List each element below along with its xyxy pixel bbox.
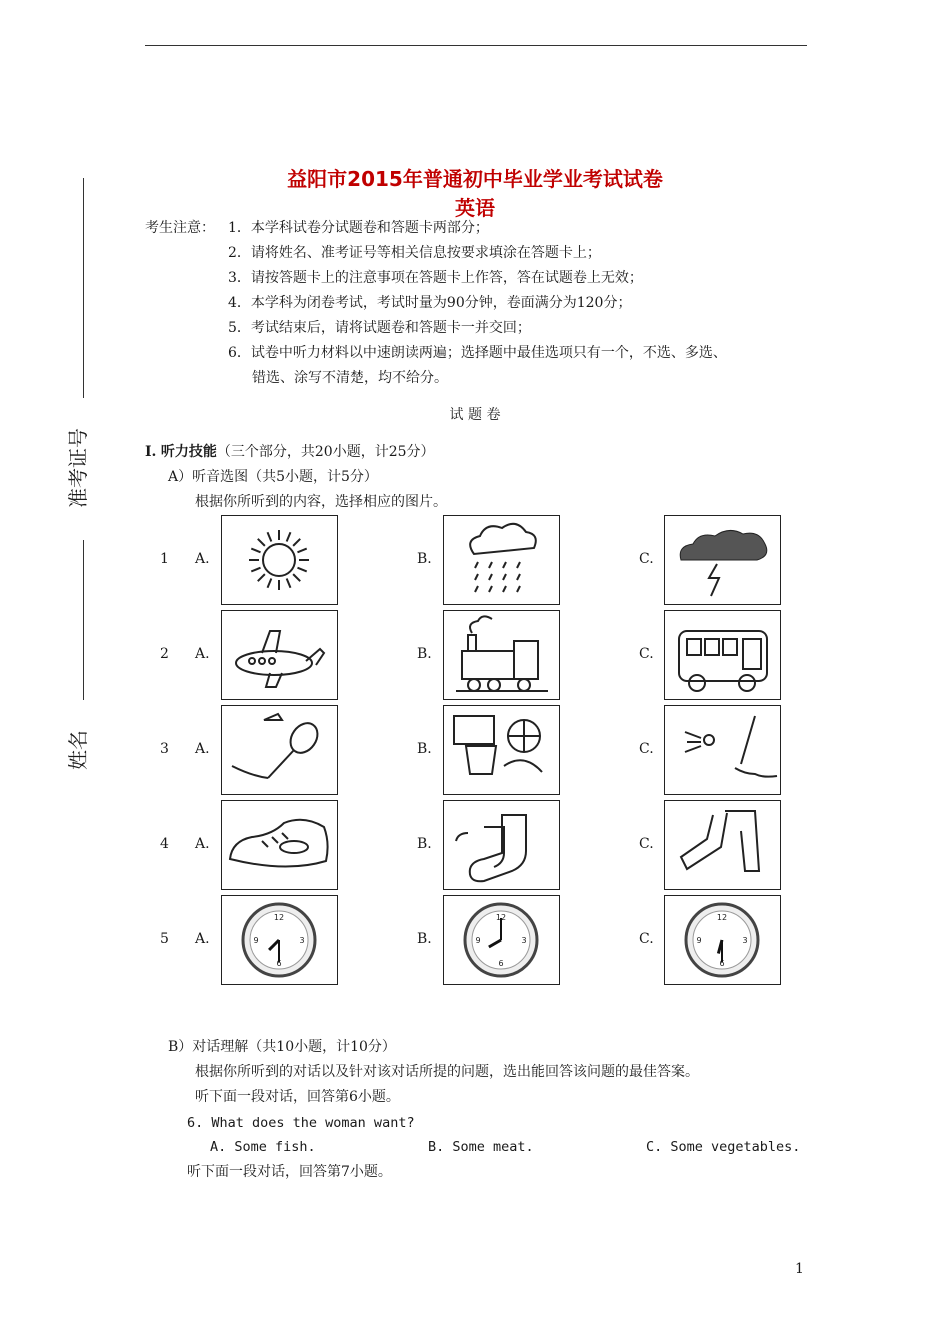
airplane-icon[interactable] [221, 610, 338, 700]
question-number: 5 [160, 931, 169, 947]
bus-icon[interactable] [664, 610, 781, 700]
notice-item: 4．本学科为闭卷考试，考试时量为90分钟，卷面满分为120分； [228, 295, 632, 311]
svg-text:3: 3 [299, 936, 305, 945]
svg-text:12: 12 [495, 913, 507, 922]
part1-detail: （三个部分，共20小题，计25分） [216, 444, 435, 460]
socks-icon[interactable] [443, 800, 560, 890]
option-label-c[interactable]: C. [639, 741, 654, 757]
exam-title: 益阳市2015年普通初中毕业学业考试试卷 [287, 167, 663, 191]
trousers-icon[interactable] [664, 800, 781, 890]
option-label-a[interactable]: A. [195, 931, 210, 947]
section-b-instruction: 根据你所听到的对话以及针对该对话所提的问题，选出能回答该问题的最佳答案。 [195, 1064, 699, 1080]
svg-text:6: 6 [719, 959, 725, 968]
part1-heading [145, 443, 435, 461]
subject-title: 英语 [455, 196, 495, 220]
option-label-c[interactable]: C. [639, 836, 654, 852]
svg-text:6: 6 [276, 959, 282, 968]
notice-label: 考生注意： [145, 220, 215, 236]
section-a-title: A）听音选图（共5小题，计5分） [168, 469, 378, 485]
svg-text:9: 9 [475, 936, 481, 945]
svg-text:9: 9 [253, 936, 259, 945]
sun-icon[interactable] [221, 515, 338, 605]
header-rule [145, 45, 807, 46]
option-label-c[interactable]: C. [639, 551, 654, 567]
svg-text:9: 9 [696, 936, 702, 945]
option-label-a[interactable]: A. [195, 551, 210, 567]
exam-id-label: 准考证号 [66, 428, 90, 508]
notice-item: 5．考试结束后，请将试题卷和答题卡一并交回； [228, 320, 531, 336]
dialog-prompt: 听下面一段对话，回答第7小题。 [187, 1164, 392, 1180]
svg-text:12: 12 [273, 913, 285, 922]
name-line [83, 540, 84, 700]
page-number: 1 [795, 1261, 804, 1277]
svg-text:3: 3 [742, 936, 748, 945]
option-label-a[interactable]: A. [195, 741, 210, 757]
part1-name: 听力技能 [160, 444, 217, 460]
svg-text:3: 3 [521, 936, 527, 945]
option-label-b[interactable]: B. [417, 836, 432, 852]
clock-icon[interactable] [221, 895, 338, 985]
notice-item: 6．试卷中听力材料以中速朗读两遍；选择题中最佳选项只有一个，不选、多选、 [228, 345, 727, 361]
section-b-title: B）对话理解（共10小题，计10分） [168, 1039, 396, 1055]
option-label-b[interactable]: B. [417, 551, 432, 567]
question-6: 6. What does the woman want? [187, 1115, 415, 1131]
section-title: 试 题 卷 [449, 407, 501, 423]
q6-option-b[interactable]: B. Some meat. [428, 1139, 534, 1155]
dialog-prompt: 听下面一段对话，回答第6小题。 [195, 1089, 400, 1105]
q6-option-c[interactable]: C. Some vegetables. [646, 1139, 801, 1155]
option-label-b[interactable]: B. [417, 931, 432, 947]
svg-text:12: 12 [716, 913, 728, 922]
option-label-c[interactable]: C. [639, 931, 654, 947]
rain-cloud-icon[interactable] [443, 515, 560, 605]
q6-option-a[interactable]: A. Some fish. [210, 1139, 316, 1155]
question-number: 3 [160, 741, 169, 757]
question-number: 2 [160, 646, 169, 662]
clock-icon[interactable] [443, 895, 560, 985]
option-label-a[interactable]: A. [195, 836, 210, 852]
question-number: 1 [160, 551, 169, 567]
notice-item: 2．请将姓名、准考证号等相关信息按要求填涂在答题卡上； [228, 245, 601, 261]
thunderstorm-icon[interactable] [664, 515, 781, 605]
option-label-b[interactable]: B. [417, 646, 432, 662]
name-label: 姓名 [66, 730, 90, 770]
option-label-a[interactable]: A. [195, 646, 210, 662]
basketball-icon[interactable] [443, 705, 560, 795]
notice-item: 1．本学科试卷分试题卷和答题卡两部分； [228, 220, 489, 236]
train-icon[interactable] [443, 610, 560, 700]
notice-item: 3．请按答题卡上的注意事项在答题卡上作答，答在试题卷上无效； [228, 270, 643, 286]
option-label-c[interactable]: C. [639, 646, 654, 662]
badminton-icon[interactable] [221, 705, 338, 795]
clock-icon[interactable] [664, 895, 781, 985]
question-number: 4 [160, 836, 169, 852]
notice-item: 错选、涂写不清楚，均不给分。 [252, 370, 448, 386]
part1-number: I. [145, 444, 157, 460]
baseball-icon[interactable] [664, 705, 781, 795]
sneaker-icon[interactable] [221, 800, 338, 890]
option-label-b[interactable]: B. [417, 741, 432, 757]
section-a-instruction: 根据你所听到的内容，选择相应的图片。 [195, 494, 447, 510]
svg-text:6: 6 [498, 959, 504, 968]
